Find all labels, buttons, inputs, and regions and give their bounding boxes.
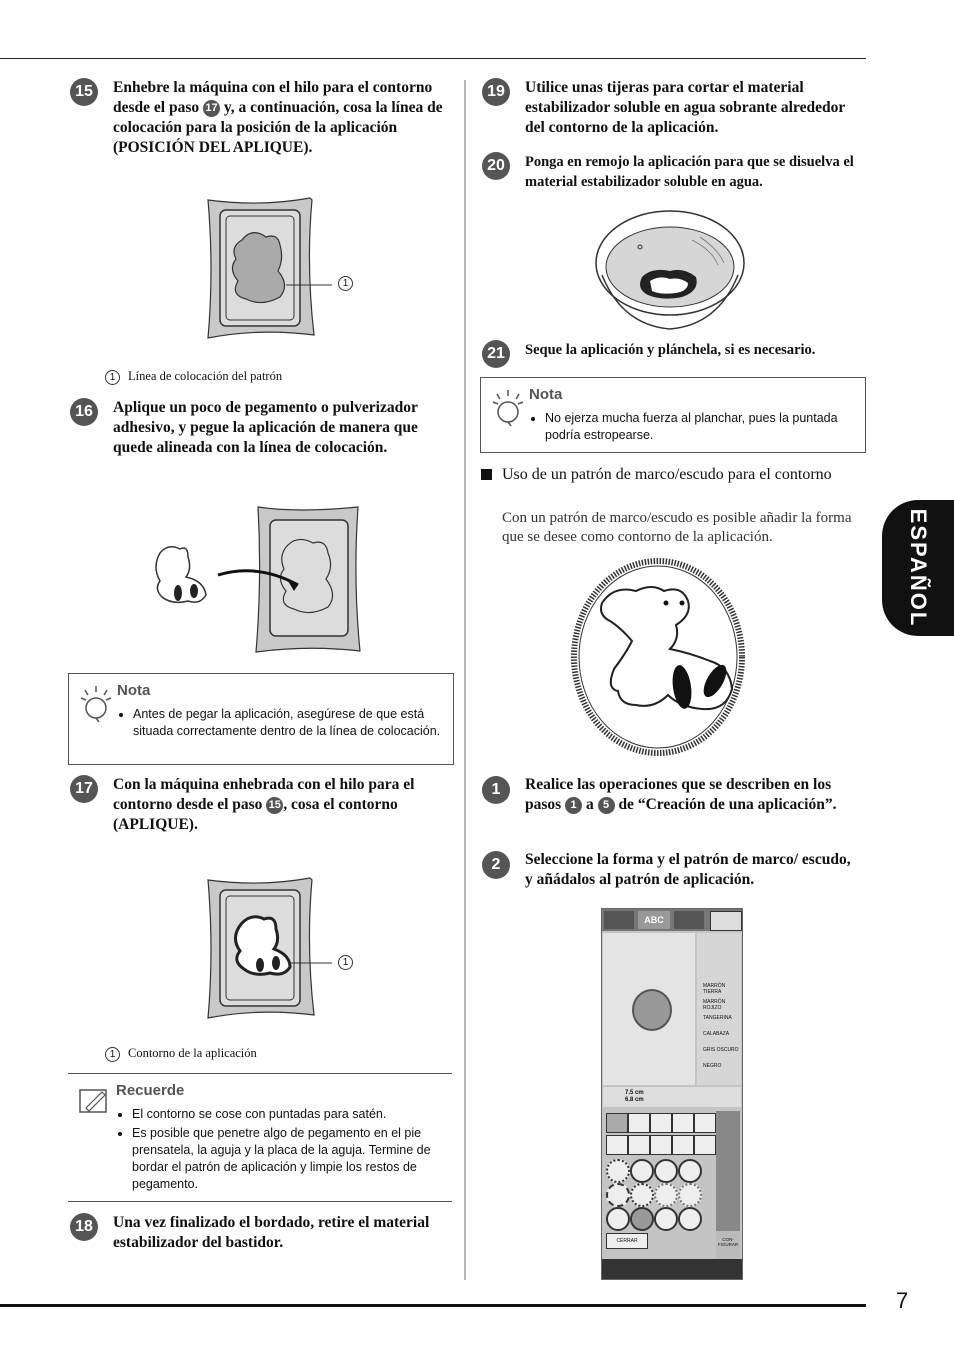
size-height: 6.8 cm xyxy=(625,1097,644,1103)
color-item[interactable]: CALABAZA xyxy=(703,1031,730,1037)
fig1-caption: 1 Línea de colocación del patrón xyxy=(105,368,282,385)
frame-button[interactable] xyxy=(606,1159,630,1183)
step-20-number: 20 xyxy=(482,152,510,180)
machine-screen xyxy=(601,908,743,1280)
note-1-item: • Antes de pegar la aplicación, asegúrese de que está situada correctamente dentro de la línea de colocación. xyxy=(133,706,459,740)
shape-button[interactable] xyxy=(606,1113,628,1133)
step-ref: 1 xyxy=(565,797,582,814)
stitch-tab[interactable] xyxy=(604,911,634,929)
step-16-text: Aplique un poco de pegamento o pulverizador adhesivo, y pegue la aplicación de manera que quede alineada con la línea de colocación. xyxy=(113,399,418,456)
step-21-text: Seque la aplicación y plánchela, si es necesario. xyxy=(525,342,816,358)
step-19-text: Utilice unas tijeras para cortar el material estabilizador soluble en agua sobrante alrededor del contorno de la aplicación. xyxy=(525,79,845,136)
step-16-number: 16 xyxy=(70,398,98,426)
applique-placement-figure xyxy=(148,505,368,655)
note-box-1 xyxy=(68,673,454,765)
color-item[interactable]: GRIS OSCURO xyxy=(703,1047,739,1053)
step-17-number: 17 xyxy=(70,775,98,803)
configure-button[interactable]: CON- FIGURAR xyxy=(716,1231,740,1259)
column-divider xyxy=(464,80,466,1280)
shape-button[interactable] xyxy=(628,1135,650,1155)
fig3-caption: 1 Contorno de la aplicación xyxy=(105,1045,257,1062)
frame-button[interactable] xyxy=(654,1207,678,1231)
bottom-rule xyxy=(0,1304,866,1307)
note-2-list xyxy=(529,410,871,446)
frame-button[interactable] xyxy=(630,1207,654,1231)
screen-bottom-bar xyxy=(602,1259,742,1279)
color-item[interactable]: TANGERINA xyxy=(703,1015,732,1021)
soaking-bowl-figure xyxy=(592,205,748,333)
step-18-text: Una vez finalizado el bordado, retire el material estabilizador del bastidor. xyxy=(113,1214,430,1251)
shape-button[interactable] xyxy=(650,1113,672,1133)
shape-button[interactable] xyxy=(672,1113,694,1133)
frame-button[interactable] xyxy=(606,1207,630,1231)
recuerde-item: • El contorno se cose con puntadas para satén. xyxy=(132,1106,462,1123)
framed-bear-figure xyxy=(570,557,746,757)
frame-button[interactable] xyxy=(630,1183,654,1207)
step-21-number: 21 xyxy=(482,340,510,368)
step-2-text: Seleccione la forma y el patrón de marco/ escudo, y añádalos al patrón de aplicación. xyxy=(525,851,851,888)
language-tab xyxy=(882,500,954,636)
recuerde-list xyxy=(116,1106,462,1195)
size-width: 7.5 cm xyxy=(625,1090,644,1096)
color-item[interactable]: MARRÓN ROJIZO xyxy=(703,999,726,1011)
color-list xyxy=(697,933,741,1085)
note-2-title: Nota xyxy=(529,386,563,403)
step-2-number: 2 xyxy=(482,851,510,879)
shape-button[interactable] xyxy=(694,1113,716,1133)
step-ref: 5 xyxy=(598,797,615,814)
section-body: Con un patrón de marco/escudo es posible añadir la forma que se desee como contorno de la aplicación. xyxy=(502,510,852,545)
recuerde-bottom-rule xyxy=(68,1201,452,1202)
fig1-callout: 1 xyxy=(338,276,361,291)
step-1-text: Realice las operaciones que se describen en los pasos 1 a 5 de “Creación de una aplicación”. xyxy=(525,776,837,813)
frame-button[interactable] xyxy=(654,1183,678,1207)
page-number: 7 xyxy=(896,1288,909,1313)
frame-button[interactable] xyxy=(606,1183,630,1207)
section-heading: Uso de un patrón de marco/escudo para el contorno xyxy=(502,466,832,483)
character-tab[interactable] xyxy=(674,911,704,929)
frame-button[interactable] xyxy=(678,1159,702,1183)
color-item[interactable]: NEGRO xyxy=(703,1063,722,1069)
shape-grid xyxy=(604,1111,714,1251)
note-box-2 xyxy=(480,377,866,453)
lightbulb-icon xyxy=(491,388,527,428)
note-2-item: • No ejerza mucha fuerza al planchar, pues la puntada podría estropearse. xyxy=(545,410,871,444)
hoop-placement-figure xyxy=(200,195,360,345)
step-ref: 15 xyxy=(266,797,283,814)
side-button-column xyxy=(716,1111,740,1247)
frame-button[interactable] xyxy=(654,1159,678,1183)
recuerde-box xyxy=(68,1074,452,1200)
top-rule xyxy=(0,58,866,59)
step-15-text: Enhebre la máquina con el hilo para el contorno desde el paso 17 y, a continuación, cosa la línea de colocación para la posición de la aplicación (POSICIÓN DEL APLIQUE). xyxy=(113,79,443,156)
note-1-title: Nota xyxy=(117,682,151,699)
frame-button[interactable] xyxy=(630,1159,654,1183)
fig3-callout: 1 xyxy=(338,955,361,970)
shape-button[interactable] xyxy=(628,1113,650,1133)
step-ref: 17 xyxy=(203,100,220,117)
step-17-text: Con la máquina enhebrada con el hilo para el contorno desde el paso 15 , cosa el contorno (APLIQUE). xyxy=(113,776,415,833)
abc-tab[interactable]: ABC xyxy=(638,911,670,929)
recuerde-item: • Es posible que penetre algo de pegamento en el pie prensatela, la aguja y la placa de la aguja. Termine de bordar el patrón de aplicación y limpie los restos de pegamento. xyxy=(132,1125,462,1193)
shape-button[interactable] xyxy=(672,1135,694,1155)
step-18-number: 18 xyxy=(70,1213,98,1241)
language-tab-label: ESPAÑOL xyxy=(906,508,931,628)
step-20-text: Ponga en remojo la aplicación para que se disuelva el material estabilizador soluble en agua. xyxy=(525,154,854,190)
step-1-number: 1 xyxy=(482,776,510,804)
color-item[interactable]: MARRÓN TIERRA xyxy=(703,983,726,995)
step-15-number: 15 xyxy=(70,78,98,106)
frame-pattern-tab[interactable] xyxy=(710,911,742,931)
frame-button[interactable] xyxy=(678,1183,702,1207)
shape-button[interactable] xyxy=(606,1135,628,1155)
frame-button[interactable] xyxy=(678,1207,702,1231)
memo-pencil-icon xyxy=(78,1086,110,1116)
lightbulb-icon xyxy=(79,684,115,724)
pattern-preview[interactable] xyxy=(632,989,672,1031)
shape-button[interactable] xyxy=(694,1135,716,1155)
recuerde-title: Recuerde xyxy=(116,1082,185,1099)
shape-button[interactable] xyxy=(650,1135,672,1155)
note-1-list xyxy=(117,706,459,742)
close-button[interactable]: CERRAR xyxy=(606,1233,648,1249)
section-bullet xyxy=(481,469,492,480)
hoop-outline-figure xyxy=(200,875,360,1025)
size-bar xyxy=(603,1087,741,1107)
step-19-number: 19 xyxy=(482,78,510,106)
